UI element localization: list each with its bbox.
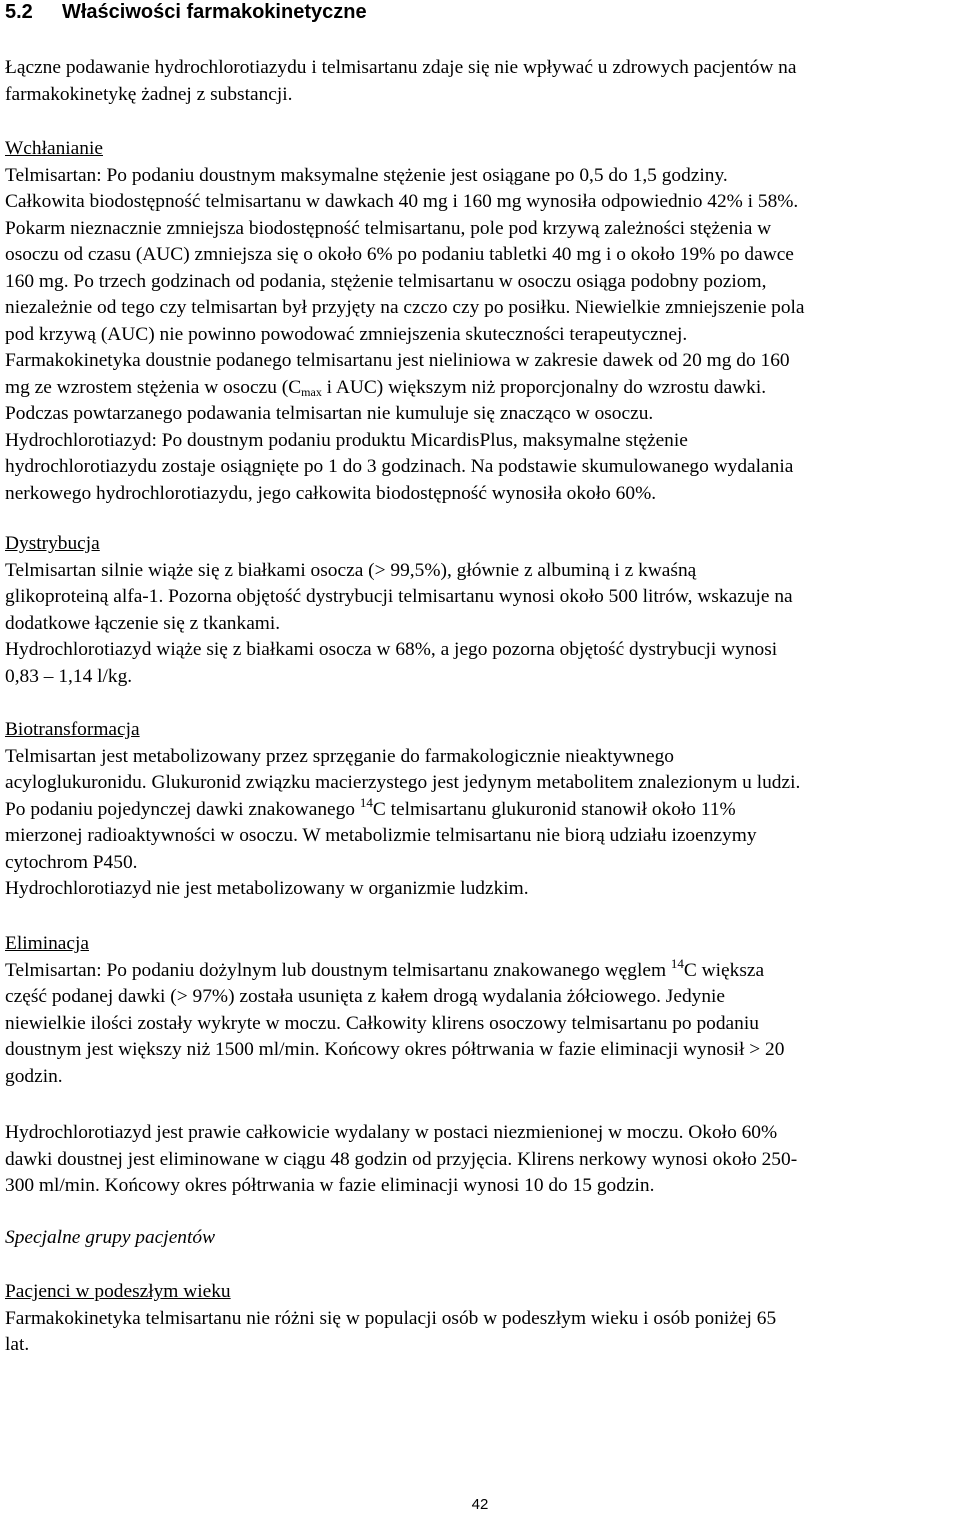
isotope-line-start: Telmisartan: Po podaniu dożylnym lub doustnym telmisartanu znakowanego węglem: [5, 959, 671, 981]
text-line: mierzonej radioaktywności w osoczu. W metabolizmie telmisartanu nie biorą udziału izoenzymy: [5, 825, 757, 846]
text-line: pod krzywą (AUC) nie powinno powodować zmniejszenia skuteczności terapeutycznej.: [5, 323, 688, 345]
text-line: Hydrochlorotiazyd: Po doustnym podaniu produktu MicardisPlus, maksymalne stężenie: [5, 429, 688, 451]
text-line: glikoproteiną alfa-1. Pozorna objętość dystrybucji telmisartanu wynosi około 500 litrów, wskazuje na: [5, 586, 793, 607]
text-line: dodatkowe łączenie się z tkankami.: [5, 612, 281, 634]
text-line: Łączne podawanie hydrochlorotiazydu i telmisartanu zdaje się nie wpływać u zdrowych pacjentów na: [5, 57, 797, 78]
cmax-line: [5, 375, 955, 402]
text-line: nerkowego hydrochlorotiazydu, jego całkowita biodostępność wynosiła około 60%.: [5, 482, 657, 504]
section-title: Właściwości farmakokinetyczne: [62, 1, 367, 23]
biotransformation-heading: Biotransformacja: [5, 719, 140, 740]
distribution-section: [5, 531, 955, 690]
text-line: Telmisartan silnie wiąże się z białkami osocza (> 99,5%), głównie z albuminą i z kwaśną: [5, 559, 697, 581]
text-line: Telmisartan jest metabolizowany przez sprzęganie do farmakologicznie nieaktywnego: [5, 745, 674, 767]
text-line: farmakokinetykę żadnej z substancji.: [5, 83, 293, 105]
absorption-section: [5, 136, 955, 507]
isotope-line: [5, 794, 955, 824]
text-line: 160 mg. Po trzech godzinach od podania, stężenie telmisartanu w osoczu osiąga podobny poziom,: [5, 270, 767, 292]
text-line: Hydrochlorotiazyd jest prawie całkowicie wydalany w postaci niezmienionej w moczu. Około 60%: [5, 1122, 778, 1143]
text-line: hydrochlorotiazydu zostaje osiągnięte po 1 do 3 godzinach. Na podstawie skumulowanego wydalania: [5, 456, 794, 477]
text-line: 300 ml/min. Końcowy okres półtrwania w fazie eliminacji wynosi 10 do 15 godzin.: [5, 1175, 655, 1196]
section-heading: [5, 1, 367, 24]
cmax-line-start: mg ze wzrostem stężenia w osoczu (C: [5, 376, 302, 398]
cmax-subscript: max: [301, 384, 322, 399]
text-line: dawki doustnej jest eliminowane w ciągu 48 godzin od przyjęcia. Klirens nerkowy wynosi około 250-: [5, 1148, 798, 1170]
text-line: Farmakokinetyka doustnie podanego telmisartanu jest nieliniowa w zakresie dawek od 20 mg do 160: [5, 350, 790, 371]
isotope-line-end: C telmisartanu glukuronid stanowił około 11%: [372, 798, 736, 820]
distribution-heading: Dystrybucja: [5, 533, 100, 554]
text-line: Farmakokinetyka telmisartanu nie różni się w populacji osób w podeszłym wieku i osób poniżej 65: [5, 1307, 777, 1329]
elimination-heading: Eliminacja: [5, 933, 89, 954]
text-line: lat.: [5, 1334, 30, 1355]
text-line: cytochrom P450.: [5, 851, 138, 873]
text-line: Hydrochlorotiazyd wiąże się z białkami osocza w 68%, a jego pozorna objętość dystrybucji wynosi: [5, 639, 778, 660]
elimination-section: [5, 931, 955, 1090]
text-line: Hydrochlorotiazyd nie jest metabolizowany w organizmie ludzkim.: [5, 878, 529, 899]
isotope-line-start: Po podaniu pojedynczej dawki znakowanego: [5, 798, 360, 820]
intro-paragraph: [5, 55, 955, 108]
text-line: część podanej dawki (> 97%) została usunięta z kałem drogą wydalania żółciowego. Jedynie: [5, 986, 726, 1007]
text-line: Podczas powtarzanego podawania telmisartan nie kumuluje się znacząco w osoczu.: [5, 403, 654, 424]
biotransformation-section: [5, 717, 955, 903]
text-line: osoczu od czasu (AUC) zmniejsza się o około 6% po podaniu tabletki 40 mg i o około 19% po dawce: [5, 244, 794, 265]
cmax-line-end: i AUC) większym niż proporcjonalny do wzrostu dawki.: [321, 376, 767, 398]
text-line: Telmisartan: Po podaniu doustnym maksymalne stężenie jest osiągane po 0,5 do 1,5 godziny.: [5, 164, 728, 186]
text-line: Całkowita biodostępność telmisartanu w dawkach 40 mg i 160 mg wynosiła odpowiednio 42% i 58%.: [5, 191, 799, 212]
text-line: godzin.: [5, 1065, 63, 1087]
text-line: acyloglukuronidu. Glukuronid związku macierzystego jest jedynym metabolitem znalezionym u ludzi.: [5, 772, 801, 793]
special-groups-heading: Specjalne grupy pacjentów: [5, 1227, 216, 1248]
isotope-line: [5, 955, 955, 985]
isotope-line-end: C większa: [683, 959, 765, 981]
elderly-heading: Pacjenci w podeszłym wieku: [5, 1281, 231, 1302]
text-line: 0,83 – 1,14 l/kg.: [5, 665, 133, 687]
isotope-superscript: 14: [359, 794, 373, 810]
section-number: 5.2: [5, 1, 33, 23]
elderly-section: [5, 1279, 955, 1359]
isotope-superscript: 14: [670, 955, 684, 971]
text-line: niezależnie od tego czy telmisartan był przyjęty na czczo czy po posiłku. Niewielkie zmniejszenie pola: [5, 297, 805, 318]
page-number: 42: [471, 1496, 489, 1513]
text-line: Pokarm nieznacznie zmniejsza biodostępność telmisartanu, pole pod krzywą zależności stężenia w: [5, 217, 772, 239]
hctz-elimination-paragraph: [5, 1120, 955, 1200]
text-line: doustnym jest większy niż 1500 ml/min. Końcowy okres półtrwania w fazie eliminacji wynosił > 20: [5, 1039, 785, 1060]
text-line: niewielkie ilości zostały wykryte w moczu. Całkowity klirens osoczowy telmisartanu po podaniu: [5, 1012, 759, 1034]
absorption-heading: Wchłanianie: [5, 138, 103, 159]
